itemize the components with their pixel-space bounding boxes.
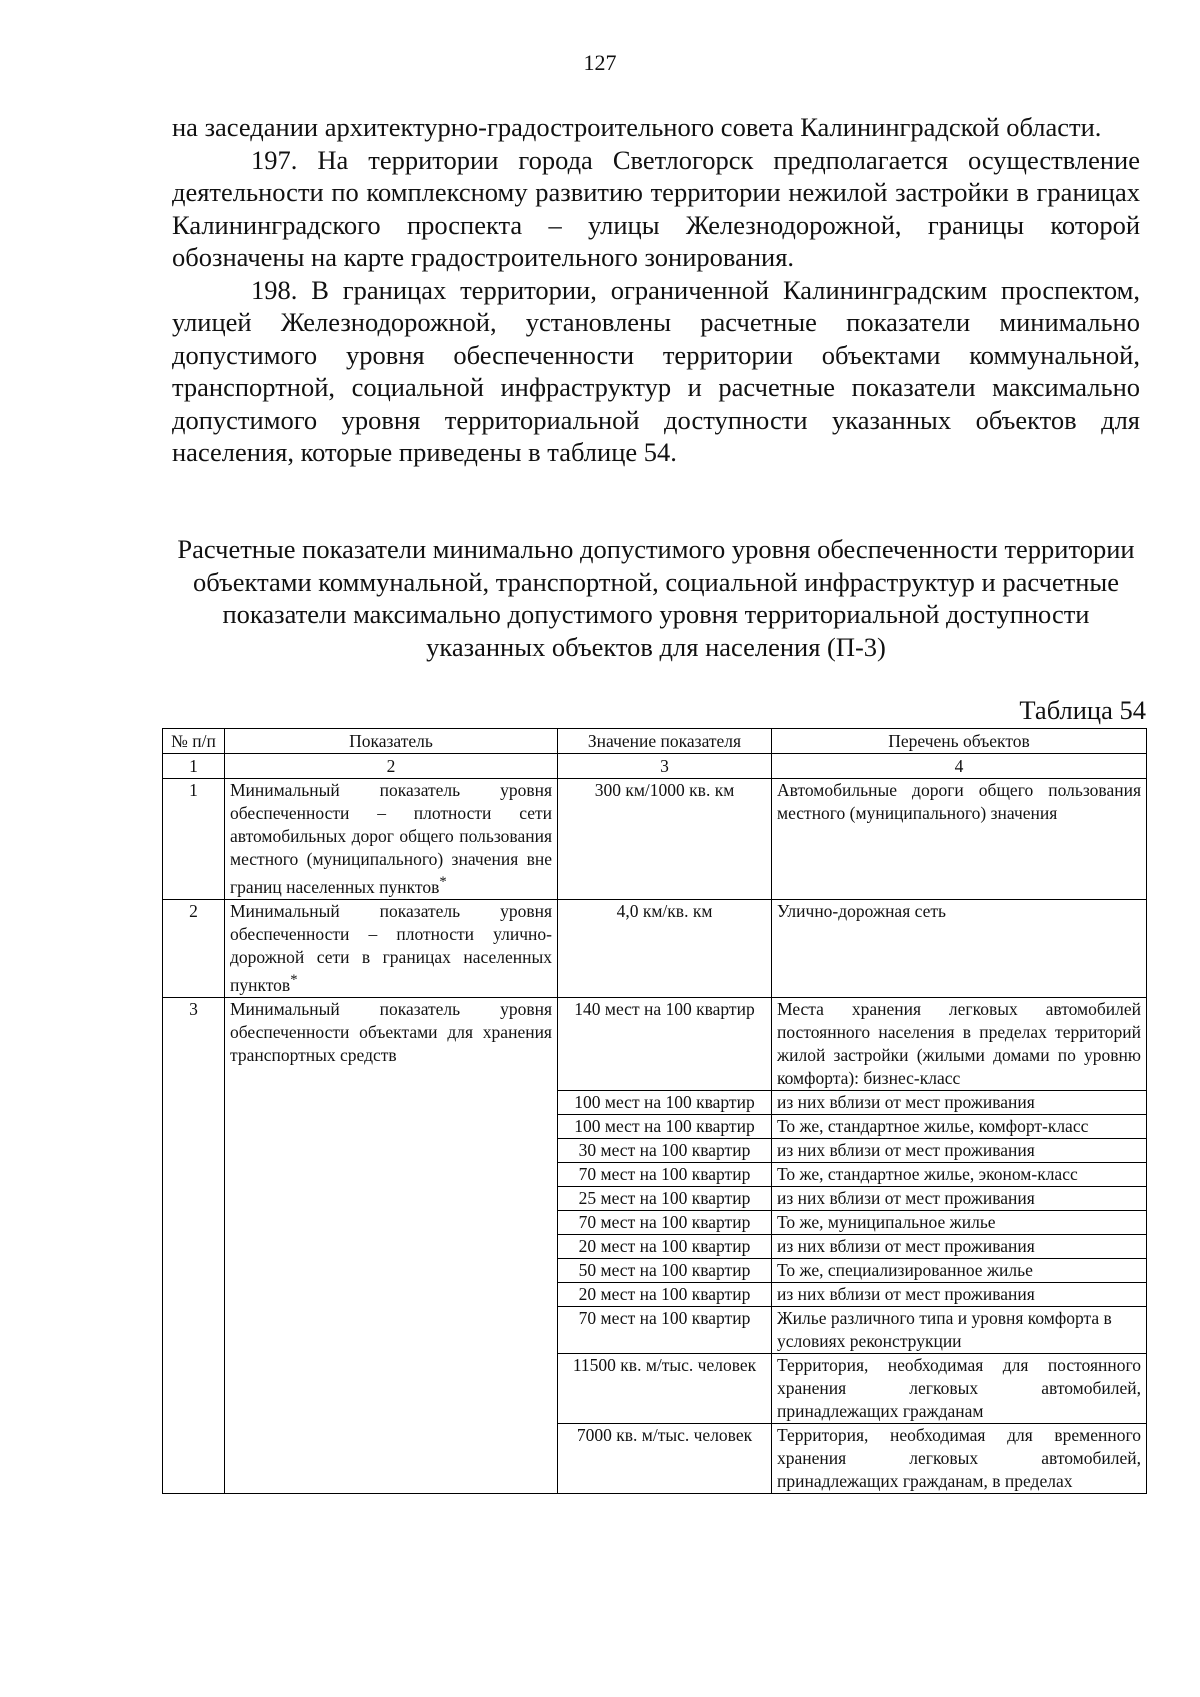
row-objects: Улично-дорожная сеть: [772, 899, 1147, 997]
paragraph-198: 198. В границах территории, ограниченной Калининградским проспектом, улицей Железнодорожной, установлены расчетные показатели минимально допустимого уровня обеспеченности территории объектами коммунальной, транспортной, социальной инфраструктур и расчетные показатели максимально допустимого уровня территориальной доступности указанных объектов для населения, которые приведены в таблице 54.: [172, 274, 1140, 467]
header-objects: Перечень объектов: [772, 729, 1147, 754]
row-value: 100 мест на 100 квартир: [558, 1090, 772, 1114]
row-objects: Территория, необходимая для постоянного хранения легковых автомобилей, принадлежащих гражданам: [772, 1353, 1147, 1423]
row-value: 140 мест на 100 квартир: [558, 997, 772, 1090]
row-objects: из них вблизи от мест проживания: [772, 1234, 1147, 1258]
paragraph-197: 197. На территории города Светлогорск предполагается осуществление деятельности по комплексному развитию территории нежилой застройки в границах Калининградского проспекта – улицы Железнодорожной, границы которой обозначены на карте градостроительного зонирования.: [172, 144, 1140, 272]
row-value: 11500 кв. м/тыс. человек: [558, 1353, 772, 1423]
row-objects: То же, специализированное жилье: [772, 1258, 1147, 1282]
row-value: 70 мест на 100 квартир: [558, 1210, 772, 1234]
row-objects: из них вблизи от мест проживания: [772, 1186, 1147, 1210]
row-objects: То же, стандартное жилье, комфорт-класс: [772, 1114, 1147, 1138]
footnote-mark: *: [290, 971, 298, 988]
column-numbers-row: [163, 754, 1147, 779]
row-objects: То же, стандартное жилье, эконом-класс: [772, 1162, 1147, 1186]
indicator-text: Минимальный показатель уровня обеспеченности – плотности сети автомобильных дорог общего пользования местного (муниципального) значения вне границ населенных пунктов: [230, 780, 552, 897]
row-objects: Автомобильные дороги общего пользования местного (муниципального) значения: [772, 779, 1147, 900]
column-number: 2: [225, 754, 558, 779]
row-objects: То же, муниципальное жилье: [772, 1210, 1147, 1234]
table-row: [163, 899, 1147, 997]
row-objects: Места хранения легковых автомобилей постоянного населения в пределах территорий жилой застройки (жилыми домами по уровню комфорта): бизнес-класс: [772, 997, 1147, 1090]
row-objects: Территория, необходимая для временного хранения легковых автомобилей, принадлежащих гражданам, в пределах: [772, 1423, 1147, 1493]
row-num: 2: [163, 899, 225, 997]
footnote-mark: *: [439, 874, 447, 890]
row-objects: из них вблизи от мест проживания: [772, 1138, 1147, 1162]
row-value: 20 мест на 100 квартир: [558, 1282, 772, 1306]
header-indicator: Показатель: [225, 729, 558, 754]
column-number: 1: [163, 754, 225, 779]
row-value: 25 мест на 100 квартир: [558, 1186, 772, 1210]
paragraph-continuation: на заседании архитектурно-градостроительного совета Калининградской области.: [172, 112, 1102, 142]
row-value: 4,0 км/кв. км: [558, 899, 772, 997]
row-value: 70 мест на 100 квартир: [558, 1162, 772, 1186]
row-value: 30 мест на 100 квартир: [558, 1138, 772, 1162]
table-title: Расчетные показатели минимально допустимого уровня обеспеченности территории объектами коммунальной, транспортной, социальной инфраструктур и расчетные показатели максимально допустимого уровня территориальной доступности указанных объектов для населения (П-3): [177, 534, 1135, 662]
row-value: 20 мест на 100 квартир: [558, 1234, 772, 1258]
column-number: 4: [772, 754, 1147, 779]
row-indicator: [225, 779, 558, 900]
page-number: 127: [583, 50, 617, 75]
table-row: [163, 779, 1147, 900]
row-objects: из них вблизи от мест проживания: [772, 1282, 1147, 1306]
row-num: 1: [163, 779, 225, 900]
row-objects: из них вблизи от мест проживания: [772, 1090, 1147, 1114]
body-text: [172, 111, 1140, 469]
indicators-table: [162, 728, 1147, 1494]
header-num: № п/п: [163, 729, 225, 754]
indicator-text: Минимальный показатель уровня обеспеченности – плотности улично-дорожной сети в границах населенных пунктов: [230, 900, 552, 995]
table-row: [163, 997, 1147, 1090]
table-header-row: [163, 729, 1147, 754]
row-value: 7000 кв. м/тыс. человек: [558, 1423, 772, 1493]
row-objects: Жилье различного типа и уровня комфорта в условиях реконструкции: [772, 1306, 1147, 1353]
row-value: 50 мест на 100 квартир: [558, 1258, 772, 1282]
row-value: 70 мест на 100 квартир: [558, 1306, 772, 1353]
table-label: Таблица 54: [1019, 695, 1146, 725]
row-value: 100 мест на 100 квартир: [558, 1114, 772, 1138]
column-number: 3: [558, 754, 772, 779]
row-indicator: [225, 899, 558, 997]
row-num: 3: [163, 997, 225, 1493]
row-value: 300 км/1000 кв. км: [558, 779, 772, 900]
row-indicator: Минимальный показатель уровня обеспеченности объектами для хранения транспортных средств: [225, 997, 558, 1493]
header-value: Значение показателя: [558, 729, 772, 754]
